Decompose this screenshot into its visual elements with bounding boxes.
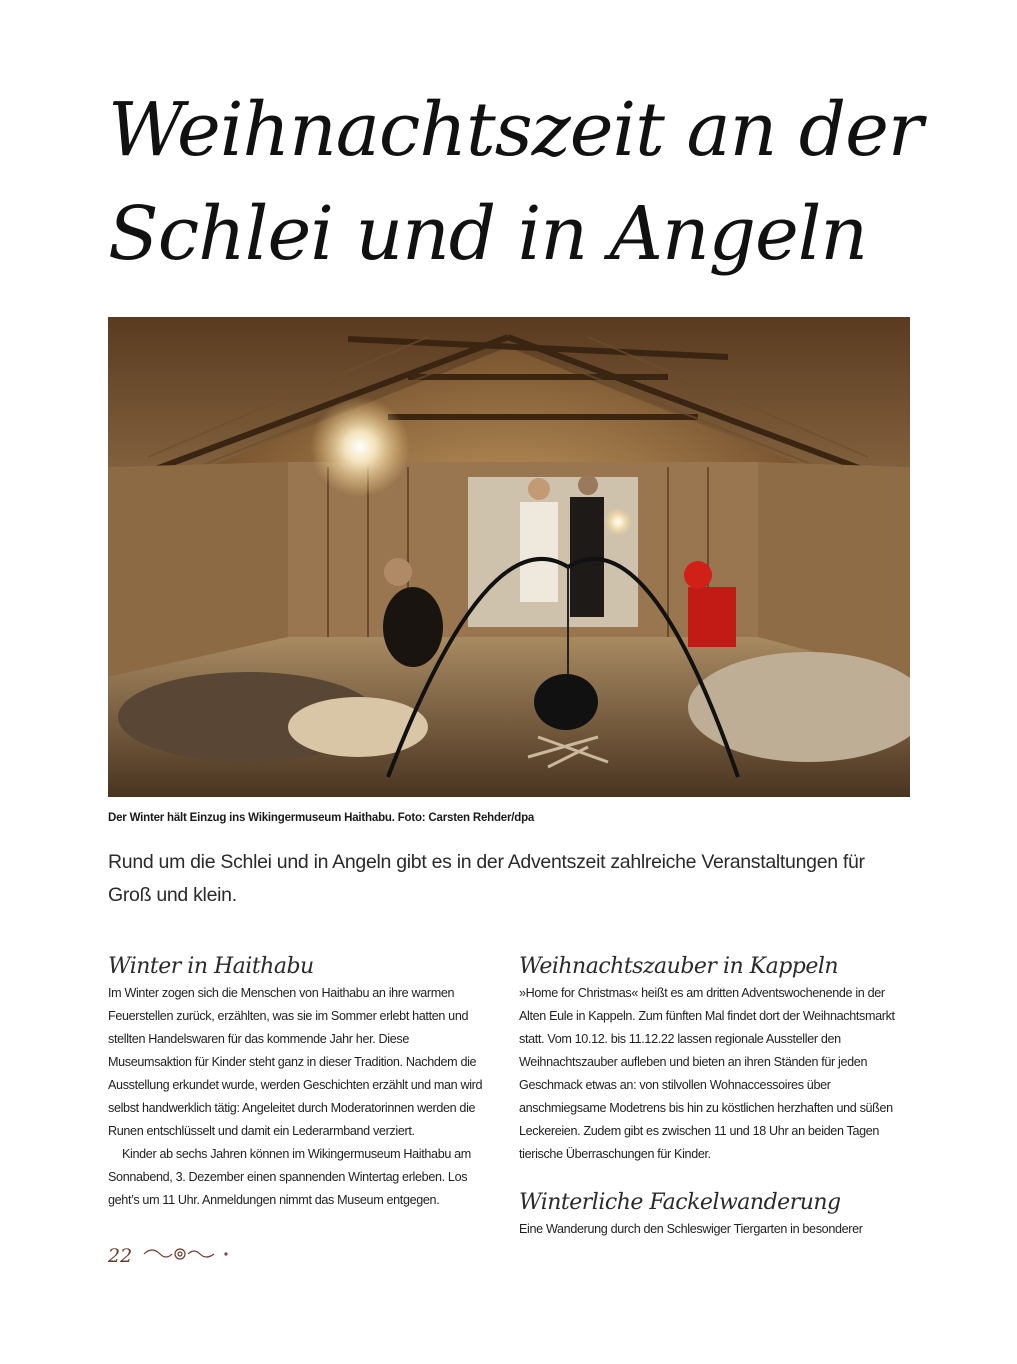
floral-ornament-icon <box>142 1244 232 1269</box>
paragraph-haithabu-2: Kinder ab sechs Jahren können im Wikingermuseum Haithabu am Sonnabend, 3. Dezember einen spannenden Wintertag erleben. Los geht’s um 11 Uhr. Anmeldungen nimmt das Museum entgegen. <box>108 1147 471 1207</box>
article-photo <box>108 317 910 797</box>
title-line-1: Weihnachtszeit an der <box>108 87 923 173</box>
section-heading-fackelwanderung: Winterliche Fackelwanderung <box>519 1190 841 1215</box>
title-line-2: Schlei und in Angeln <box>108 191 868 277</box>
lead-paragraph: Rund um die Schlei und in Angeln gibt es in der Adventszeit zahlreiche Veranstaltungen für Groß und klein. <box>108 851 865 906</box>
photo-caption: Der Winter hält Einzug ins Wikingermuseum Haithabu. Foto: Carsten Rehder/dpa <box>108 812 535 824</box>
section-heading-weihnachtszauber: Weihnachtszauber in Kappeln <box>519 954 839 979</box>
photo-illustration <box>108 317 910 797</box>
section-heading-winter-haithabu: Winter in Haithabu <box>108 954 314 979</box>
paragraph-kappeln: »Home for Christmas« heißt es am dritten Adventswochenende in der Alten Eule in Kappeln. Zum fünften Mal findet dort der Weihnachtsmarkt statt. Vom 10.12. bis 11.12.22 lassen regionale Aussteller den Weihnachtszauber aufleben und bieten an ihren Ständen für jeden Geschmack etwas an: von stilvollen Wohnaccessoires über anschmiegsame Modetrens bis hin zu köstlichen herzhaften und süßen Leckereien. Zudem gibt es zwischen 11 und 18 Uhr an beiden Tagen tierische Überraschungen für Kinder. <box>519 986 895 1161</box>
paragraph-fackelwanderung: Eine Wanderung durch den Schleswiger Tiergarten in besonderer <box>519 1222 863 1236</box>
right-column <box>519 952 913 1241</box>
page-title <box>108 78 928 286</box>
page-number: 22 <box>108 1245 133 1267</box>
paragraph-haithabu-1: Im Winter zogen sich die Menschen von Haithabu an ihre warmen Feuerstellen zurück, erzählten, was sie im Sommer erlebt hatten und stellten Handelswaren für das kommende Jahr her. Diese Museumsaktion für Kinder steht ganz in dieser Tradition. Nachdem die Ausstellung erkundet wurde, werden Geschichten erzählt und man wird selbst handwerklich tätig: Angeleitet durch Moderatorinnen werden die Runen entschlüsselt und damit ein Lederarmband verziert. <box>108 986 483 1138</box>
page-footer <box>108 1243 232 1269</box>
left-column <box>108 952 492 1212</box>
